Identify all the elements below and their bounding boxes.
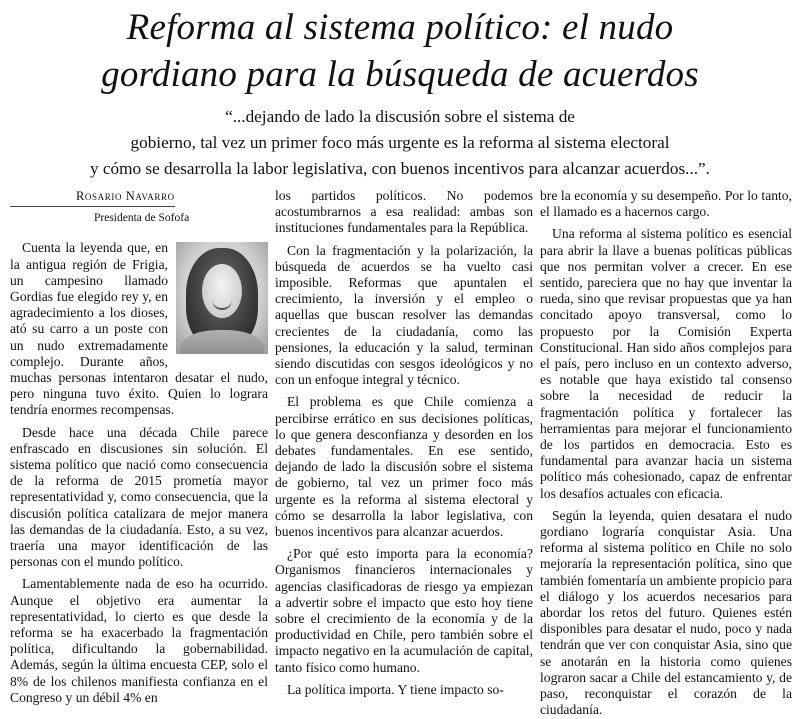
paragraph: bre la economía y su desempeño. Por lo tanto, el llamado es a hacernos cargo. [540, 188, 792, 220]
article-column-1 [10, 188, 268, 706]
article-column-3 [540, 188, 792, 719]
paragraph: los partidos políticos. No podemos acostumbrarnos a esa realidad: ambas son instituciones fundamentales para la República. [275, 188, 533, 236]
pull-quote-line-3: y cómo se desarrolla la labor legislativa, con buenos incentivos para alcanzar acuerdos...”. [90, 159, 710, 178]
pull-quote-line-2: gobierno, tal vez un primer foco más urgente es la reforma al sistema electoral [130, 133, 670, 152]
headline-line-1: Reforma al sistema político: el nudo [126, 7, 674, 48]
headline [0, 4, 800, 98]
byline [10, 188, 268, 226]
pull-quote [0, 104, 800, 182]
paragraph: Desde hace una década Chile parece enfrascado en discusiones sin solución. El sistema político que nació como consecuencia de la reforma de 2015 prometía mayor representatividad y, como consecuencia, que la discusión política catalizara de mejor manera las demandas de la ciudadanía. Esto, a su vez, traería una mayor identificación de las personas con el mundo político. [10, 424, 268, 570]
paragraph: La política importa. Y tiene impacto so- [287, 681, 504, 697]
paragraph: Con la fragmentación y la polarización, la búsqueda de acuerdos se ha vuelto casi imposible. Reformas que apuntalen el crecimiento, la inversión y el empleo o aquellas que buscan resolver las demandas crecientes de la ciudadanía, como las pensiones, la educación y la salud, terminan siendo discutidas con sesgos ideológicos y no con un enfoque integral y técnico. [275, 242, 533, 388]
paragraph: El problema es que Chile comienza a percibirse errático en sus decisiones políticas, lo que genera desconfianza y desorden en los debates fundamentales. En ese sentido, dejando de lado la discusión sobre el sistema de gobierno, tal vez un primer foco más urgente es la reforma al sistema electoral y cómo se desarrolla la labor legislativa, con buenos incentivos para alcanzar acuerdos. [275, 394, 533, 540]
pull-quote-line-1: “...dejando de lado la discusión sobre el sistema de [225, 107, 575, 126]
author-name: Rosario Navarro [10, 188, 175, 207]
paragraph: Una reforma al sistema político es esencial para abrir la llave a buenas políticas públicas que nos permitan volver a crecer. En ese sentido, pareciera que no hay que inventar la rueda, sino que revisar propuestas que ya han concitado apoyo transversal, como lo propuesto por la Comisión Experta Constitucional. Han sido años complejos para el país, pero incluso en un contexto adverso, es notable que haya existido tal consenso sobre la necesidad de reducir la fragmentación política y fortalecer las herramientas para mejorar el funcionamiento de los partidos en democracia. Esto es fundamental para avanzar hacia un sistema político más cohesionado, capaz de enfrentar los desafíos actuales con eficacia. [540, 226, 792, 501]
author-portrait-photo [176, 242, 268, 354]
paragraph: ¿Por qué esto importa para la economía? Organismos financieros internacionales y agencias clasificadoras de riesgo ya empiezan a advertir sobre el impacto que esto hoy tiene sobre el crecimiento de la economía y de la productividad en Chile, pero también sobre el impacto negativo en la acumulación de capital, tanto físico como humano. [275, 546, 533, 675]
author-role: Presidenta de Sofofa [94, 212, 190, 225]
headline-line-2: gordiano para la búsqueda de acuerdos [101, 54, 699, 95]
paragraph: Lamentablemente nada de eso ha ocurrido. Aunque el objetivo era aumentar la representatividad, lo cierto es que desde la reforma se ha exacerbado la fragmentación política, dificultando la gobernabilidad. Además, según la última encuesta CEP, solo el 8% de los chilenos manifiesta confianza en el Congreso y un débil 4% en [10, 576, 268, 705]
paragraph: Cuenta la leyenda que, en la antigua región de Frigia, un campesino llamado Gordias fue elegido rey y, en agradecimiento a los dioses, ató su carro a un poste con un nudo extremadamente complejo. Durante años, muchas personas intentaron desatar el nudo, pero ninguna tuvo éxito. Quien lo lograra tendría enormes recompensas. [10, 240, 268, 418]
paragraph: Según la leyenda, quien desatara el nudo gordiano lograría conquistar Asia. Una reforma al sistema político en Chile no solo mejoraría la representación política, sino que también fomentaría un ambiente propicio para el diálogo y los acuerdos necesarios para abordar los retos del futuro. Quienes estén disponibles para desatar el nudo, poco y nada tendrán que ver con conquistar Asia, sino que se anotarán en la historia como quienes lograron sacar a Chile del estancamiento y, de paso, reconquistar el corazón de la ciudadanía. [540, 507, 792, 718]
article-column-2 [275, 188, 533, 698]
